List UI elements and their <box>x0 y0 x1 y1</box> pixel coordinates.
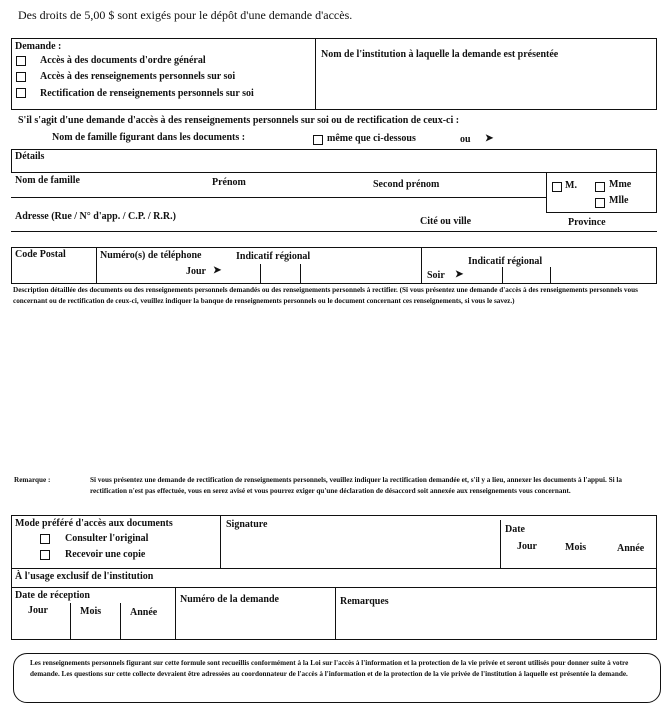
request-option-rectification-checkbox[interactable] <box>16 88 26 98</box>
fee-notice: Des droits de 5,00 $ sont exigés pour le dépôt d'une demande d'accès. <box>18 8 353 22</box>
phone-label: Numéro(s) de téléphone <box>100 250 202 261</box>
city-label: Cité ou ville <box>420 216 472 227</box>
consult-original-checkbox[interactable] <box>40 534 50 544</box>
date-year-label: Année <box>617 543 645 554</box>
signature-field[interactable] <box>222 532 498 566</box>
details-label: Détails <box>15 151 45 162</box>
same-as-below-checkbox[interactable] <box>313 135 323 145</box>
receive-copy-label: Recevoir une copie <box>65 549 146 560</box>
title-miss-label: Mlle <box>609 195 629 206</box>
received-month-label: Mois <box>80 606 102 617</box>
title-mrs-checkbox[interactable] <box>595 182 605 192</box>
signature-label: Signature <box>226 519 268 530</box>
surname-label: Nom de famille <box>15 175 80 186</box>
day-area-code-label: Indicatif régional <box>236 251 311 262</box>
second-name-label: Second prénom <box>373 179 440 190</box>
date-month-label: Mois <box>565 542 587 553</box>
receive-copy-checkbox[interactable] <box>40 550 50 560</box>
description-instructions: Description détaillée des documents ou des renseignements personnels demandés ou des renseignements personnels à rectifier. (Si vous présentez une demande d'accès à des renseignements personnels vous concernant ou de rectification de ceux-ci, veuillez indiquer la banque de renseignements personnels ou le document concernant ces renseignements, si vous le savez.) <box>13 286 638 305</box>
request-option-personal-label: Accès à des renseignements personnels sur soi <box>40 71 236 82</box>
title-miss-checkbox[interactable] <box>595 198 605 208</box>
first-name-label: Prénom <box>212 177 246 188</box>
title-mr-checkbox[interactable] <box>552 182 562 192</box>
day-arrow-icon: ➤ <box>213 265 222 276</box>
institution-name-field[interactable] <box>316 62 656 108</box>
received-day-label: Jour <box>28 605 48 616</box>
personal-surname-label: Nom de famille figurant dans les documents : <box>52 132 246 143</box>
institution-name-label: Nom de l'institution à laquelle la demande est présentée <box>321 49 559 60</box>
institution-use-label: À l'usage exclusif de l'institution <box>15 571 154 582</box>
postal-code-label: Code Postal <box>15 249 66 260</box>
request-option-personal-checkbox[interactable] <box>16 72 26 82</box>
evening-area-code-label: Indicatif régional <box>468 256 543 267</box>
address-label: Adresse (Rue / N° d'app. / C.P. / R.R.) <box>15 211 176 222</box>
consult-original-label: Consulter l'original <box>65 533 149 544</box>
description-field[interactable] <box>11 320 657 470</box>
received-year-label: Année <box>130 607 158 618</box>
day-label: Jour <box>186 266 206 277</box>
remark-text: Si vous présentez une demande de rectification de renseignements personnels, veuillez indiquer la rectification demandée et, s'il y a lieu, annexer les documents à l'appui. Si la rectification n'est pas effectuée, vous en serez avisé et vous pourrez exiger qu'une déclaration de désaccord soit annexée aux renseignements vous concernant. <box>90 476 622 495</box>
access-mode-label: Mode préféré d'accès aux documents <box>15 518 173 529</box>
request-option-general-label: Accès à des documents d'ordre général <box>40 55 206 66</box>
privacy-notice-text: Les renseignements personnels figurant sur cette formule sont recueillis conformément à la Loi sur l'accès à l'information et la protection de la vie privée et seront utilisés pour donner suite à votre demande. Les questions sur cette collecte devraient être adressées au coordonnateur de l'accès à l'information et de la protection de la vie privée de l'institution à laquelle est présentée la demande. <box>30 659 629 678</box>
request-option-general-checkbox[interactable] <box>16 56 26 66</box>
date-label: Date <box>505 524 525 535</box>
request-option-rectification-label: Rectification de renseignements personnels sur soi <box>40 88 254 99</box>
details-header <box>11 149 657 173</box>
remarks-label: Remarques <box>340 596 389 607</box>
evening-label: Soir <box>427 270 445 281</box>
same-as-below-label: même que ci-dessous <box>327 133 416 144</box>
received-date-label: Date de réception <box>15 590 90 601</box>
title-mrs-label: Mme <box>609 179 632 190</box>
or-label: ou <box>460 134 471 145</box>
request-label: Demande : <box>15 41 62 52</box>
title-mr-label: M. <box>565 180 577 191</box>
remark-label: Remarque : <box>14 476 51 484</box>
personal-request-intro: S'il s'agit d'une demande d'accès à des renseignements personnels sur soi ou de rectification de ceux-ci : <box>18 115 460 126</box>
evening-arrow-icon: ➤ <box>455 269 464 280</box>
province-label: Province <box>568 217 606 228</box>
request-number-label: Numéro de la demande <box>180 594 279 605</box>
date-day-label: Jour <box>517 541 537 552</box>
arrow-icon: ➤ <box>485 133 494 144</box>
